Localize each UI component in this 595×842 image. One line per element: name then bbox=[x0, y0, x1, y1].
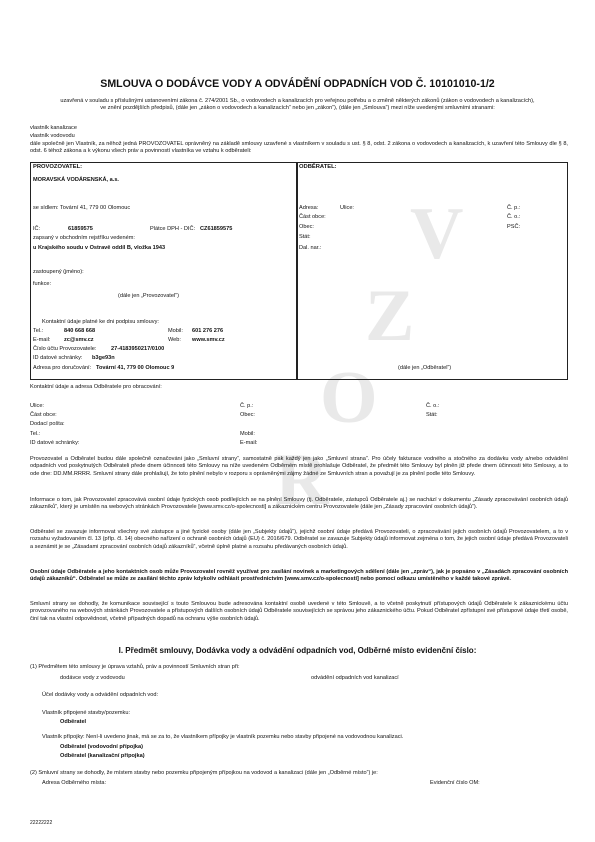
customer-alias: (dále jen „Odběratel“) bbox=[398, 365, 452, 371]
section-1-connection-owner: Vlastník přípojky: Není-li uvedeno jinak, má se za to, že vlastníkem přípojky je vlastník pozemku nebo stavby připojené na vodovodnou kanalizaci. bbox=[42, 734, 404, 740]
contact-header: Kontaktní údaje a adresa Odběratele pro obracování: bbox=[30, 384, 162, 390]
section-1-address-label: Adresa Odběrného místa: bbox=[42, 780, 107, 786]
provider-mobile: 601 276 276 bbox=[192, 328, 224, 334]
provider-registry-label: zapsaný v obchodním rejstříku vedeném: bbox=[33, 235, 135, 241]
provider-tel: 840 668 668 bbox=[64, 328, 96, 334]
provider-contact-note: Kontaktní údaje platné ke dni podpisu smlouvy: bbox=[42, 319, 159, 325]
customer-header: ODBĚRATEL: bbox=[299, 164, 337, 170]
contact-cp: Č. p.: bbox=[240, 403, 254, 409]
provider-tel-label: Tel.: bbox=[33, 328, 44, 334]
section-1-p2: (2) Smluvní strany se dohodly, že místem stavby nebo pozemku připojeným přípojkou na vodovod a kanalizaci (dále jen „Odběrné místo“) je: bbox=[30, 770, 378, 776]
owner-sewer: vlastník kanalizace bbox=[30, 125, 77, 131]
watermark-letter-v: V bbox=[410, 193, 464, 275]
owner-water: vlastník vodovodu bbox=[30, 133, 75, 139]
paragraph-gdpr-duty: Odběratel se zavazuje informovat všechny své zástupce a jiné fyzické osoby (dále jen „Subjekty údajů“), jejichž osobní údaje předává Provozovateli, o zpracovávání jejich osobních údajů Provozovatelem, a to v rozsahu vyžadovaném čl. 13 (příp. čl. 14) obecného nařízení o ochraně osobních údajů (EU) č. 2016/679. Odběratel se zavazuje Subjekty údajů informovat zejména o tom, že jejich osobní údaje předává Provozovateli a seznámit je se „Zásadami zpracování osobních údajů zákazníků“, včetně úplně platné a rozsahu předávaných osobních údajů. bbox=[30, 529, 568, 550]
customer-other-label: Dal. nar.: bbox=[299, 245, 322, 251]
provider-ico-label: IČ: bbox=[33, 226, 41, 232]
provider-email: zc@smv.cz bbox=[64, 337, 94, 343]
section-1-property-owner: Vlastník připojené stavby/pozemku: bbox=[42, 710, 130, 716]
customer-co-label: Č. o.: bbox=[507, 214, 521, 220]
contact-co: Č. o.: bbox=[426, 403, 440, 409]
customer-box bbox=[296, 162, 568, 380]
customer-street-label: Ulice: bbox=[340, 205, 354, 211]
provider-header: PROVOZOVATEL: bbox=[33, 164, 83, 170]
provider-seat: se sídlem: Tovární 41, 779 00 Olomouc bbox=[33, 205, 131, 211]
section-1-purpose: Účel dodávky vody a odvádění odpadních vod: bbox=[42, 692, 158, 698]
paragraph-parties: Provozovatel a Odběratel budou dále společně označováni jako „Smluvní strany“, samostatně pak každý jen jako „Smluvní strana“. Pro účely fakturace vodného a stočného za dodávku vody a/nebo odvádění odpadních vod poskytnutých Odběrateli přede dnem účinnosti této Smlouvy na níže uvedeném Odběrném místě prohlašuje Odběratel, že předmět této Smlouvy byl plněn již přede dnem účinnosti této Smlouvy, a to ode dne: DD.MM.RRRR. Smluvní strany dále prohlašují, že toto plnění nebylo v rozporu s oprávněnými zájmy žádné ze Smluvních stran a považují je za plnění podle této Smlouvy. bbox=[30, 456, 568, 477]
contact-post: Dodací pošta: bbox=[30, 421, 65, 427]
section-1-sewage: odvádění odpadních vod kanalizací bbox=[311, 675, 399, 681]
provider-web-label: Web: bbox=[168, 337, 181, 343]
contact-databox: ID datové schránky: bbox=[30, 440, 80, 446]
provider-web: www.smv.cz bbox=[192, 337, 225, 343]
section-1-sewer-connection: Odběratel (kanalizační přípojka) bbox=[60, 753, 145, 759]
provider-account: 27-4183950217/0100 bbox=[111, 346, 165, 352]
watermark-letter-r: R bbox=[275, 439, 329, 521]
section-1-water-connection: Odběratel (vodovodní přípojka) bbox=[60, 744, 143, 750]
paragraph-communication: Smluvní strany se dohodly, že komunikace související s touto Smlouvou bude adresována kontaktní osobě uvedené v této Smlouvě, a to včetně poskytnutí přístupových údajů Odběratele k zákaznickému účtu provozovaného na webových stránkách Provozovatele a přístupových dalších osobních údajů Odběratele souvisejících se správou jeho zákaznického účtu. Pokud Odběratel zpřístupní své přístupové údaje třetí osobě, činí tak na vlastní odpovědnost, včetně případných dopadů na ochranu výše osobních údajů. bbox=[30, 601, 568, 622]
section-1-water-supply: dodávce vody z vodovodu bbox=[60, 675, 125, 681]
contact-mobile: Mobil: bbox=[240, 431, 255, 437]
customer-district-label: Část obce: bbox=[299, 214, 326, 220]
contact-email: E-mail: bbox=[240, 440, 258, 446]
intro-text: uzavřená v souladu s příslušnými ustanoveními zákona č. 274/2001 Sb., o vodovodech a kanalizacích pro veřejnou potřebu a o změně některých zákonů (zákon o vodovodech a kanalizacích), ve znění pozdějších předpisů, (dále jen „zákon o vodovodech a kanalizacích“ nebo jen „zákon“), (dále jen „Smlouva“) mezi níže uvedenými smluvními stranami: bbox=[60, 98, 535, 112]
customer-cp-label: Č. p.: bbox=[507, 205, 521, 211]
provider-ico: 61859575 bbox=[68, 226, 93, 232]
provider-databox-label: ID datové schránky: bbox=[33, 355, 83, 361]
section-1-om-number-label: Evidenční číslo OM: bbox=[430, 780, 480, 786]
document-title: SMLOUVA O DODÁVCE VODY A ODVÁDĚNÍ ODPADNÍCH VOD Č. 10101010-1/2 bbox=[100, 78, 495, 90]
provider-alias: (dále jen „Provozovatel“) bbox=[118, 293, 179, 299]
section-1-property-owner-value: Odběratel bbox=[60, 719, 87, 725]
provider-registry: u Krajského soudu v Ostravě oddíl B, vložka 1943 bbox=[33, 245, 166, 251]
owner-text: dále společně jen Vlastník, za něhož jedná PROVOZOVATEL oprávněný na základě smlouvy uzavřené s vlastníkem v souladu s ust. § 8, odst. 2 zákona o vodovodech a kanalizacích, k uzavření této Smlouvy dle § 8, odst. 6 téhož zákona a k výkonu všech práv a povinností vlastníka ve vztahu k odběrateli: bbox=[30, 141, 568, 155]
contact-street: Ulice: bbox=[30, 403, 44, 409]
provider-account-label: Číslo účtu Provozovatele: bbox=[33, 346, 97, 352]
contact-town: Obec: bbox=[240, 412, 255, 418]
paragraph-marketing: Osobní údaje Odběratele a jeho kontaktních osob může Provozovatel rovněž využívat pro zasílání novinek a marketingových sdělení (dále jen „zpráv“), jak je popsáno v „Zásadách zpracování osobních údajů zákazníků“. Odběratel se může ze zasílání těchto zpráv kdykoliv odhlásit prostřednictvím [www.smv.cz/o-spolecnosti] nebo pomocí odkazu umístěného v každé takové zprávě. bbox=[30, 569, 568, 583]
provider-delivery-label: Adresa pro doručování: bbox=[33, 365, 92, 371]
customer-state-label: Stát: bbox=[299, 234, 311, 240]
customer-address-label: Adresa: bbox=[299, 205, 319, 211]
contact-tel: Tel.: bbox=[30, 431, 41, 437]
section-1-p1: (1) Předmětem této smlouvy je úprava vztahů, práv a povinností Smluvních stran při: bbox=[30, 664, 240, 670]
customer-zip-label: PSČ: bbox=[507, 224, 521, 230]
contact-district: Část obce: bbox=[30, 412, 57, 418]
watermark-letter-z: Z bbox=[365, 275, 415, 357]
provider-function-label: funkce: bbox=[33, 281, 52, 287]
provider-email-label: E-mail: bbox=[33, 337, 51, 343]
provider-rep-label: zastoupený (jméno): bbox=[33, 269, 84, 275]
provider-name: MORAVSKÁ VODÁRENSKÁ, a.s. bbox=[33, 177, 119, 183]
customer-town-label: Obec: bbox=[299, 224, 314, 230]
provider-mobile-label: Mobil: bbox=[168, 328, 183, 334]
provider-delivery: Tovární 41, 779 00 Olomouc 9 bbox=[96, 365, 175, 371]
paragraph-gdpr-info: Informace o tom, jak Provozovatel zpracovává osobní údaje fyzických osob podílejících se na plnění Smlouvy (tj. Odběratele, zástupců Odběratele aj.) se nachází v dokumentu „Zásady zpracovávání osobních údajů zákazníků“, který je umístěn na webových stránkách Provozovatele [www.smv.cz/o-spolecnosti] a zákaznickém centru Provozovatele (dále jen „Zásady zpracování osobních údajů“). bbox=[30, 497, 568, 511]
watermark-letter-o: O bbox=[320, 357, 378, 439]
footer-code: 22222222 bbox=[30, 820, 53, 826]
contact-state: Stát: bbox=[426, 412, 438, 418]
provider-databox: b3ge93n bbox=[92, 355, 115, 361]
provider-dic-label: Plátce DPH - DIČ: bbox=[150, 226, 196, 232]
provider-dic: CZ61859575 bbox=[200, 226, 233, 232]
section-1-title: I. Předmět smlouvy, Dodávka vody a odvádění odpadních vod, Odběrné místo evidenční číslo: bbox=[118, 646, 477, 655]
